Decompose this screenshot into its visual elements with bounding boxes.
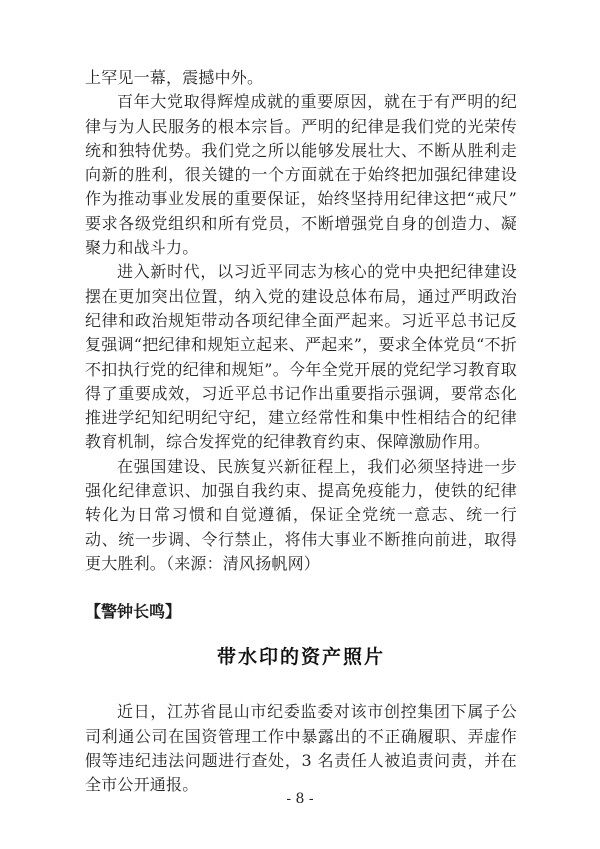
article-title: 带水印的资产照片	[216, 646, 385, 669]
paragraph: 百年大党取得辉煌成就的重要原因，就在于有严明的纪律与为人民服务的根本宗旨。严明的纪律是我们党的光荣传统和独特优势。我们党之所以能够发展壮大、不断从胜利走向新的胜利，很关键的一个方面就在于始终把加强纪律建设作为推动事业发展的重要保证，始终坚持用纪律这把“戒尺”要求各级党组织和所有党员，不断增强党自身的创造力、凝聚力和战斗力。	[85, 92, 517, 258]
paragraph: 进入新时代，以习近平同志为核心的党中央把纪律建设摆在更加突出位置，纳入党的建设总体布局，通过严明政治纪律和政治规矩带动各项纪律全面严起来。习近平总书记反复强调“把纪律和规矩立起来、严起来”，要求全体党员“不折不扣执行党的纪律和规矩”。今年全党开展的党纪学习教育取得了重要成效，习近平总书记作出重要指示强调，要常态化推进学纪知纪明纪守纪，建立经常性和集中性相结合的纪律教育机制，综合发挥党的纪律教育约束、保障激励作用。	[85, 262, 517, 452]
page-number: - 8 -	[286, 791, 314, 807]
paragraph-continuation: 上罕见一幕，震撼中外。	[85, 68, 264, 87]
paragraph: 在强国建设、民族复兴新征程上，我们必须坚持进一步强化纪律意识、加强自我约束、提高免疫能力，使铁的纪律转化为日常习惯和自觉遵循，保证全党统一意志、统一行动、统一步调、令行禁止，将伟大事业不断推向前进，取得更大胜利。（来源：清风扬帆网）	[85, 456, 517, 573]
page-content	[85, 66, 517, 797]
section-header: 【警钟长鸣】	[85, 602, 182, 622]
paragraph: 近日，江苏省昆山市纪委监委对该市创控集团下属子公司利通公司在国资管理工作中暴露出的不正确履职、弄虚作假等违纪违法问题进行查处，3 名责任人被追责问责，并在全市公开通报。	[85, 702, 517, 795]
